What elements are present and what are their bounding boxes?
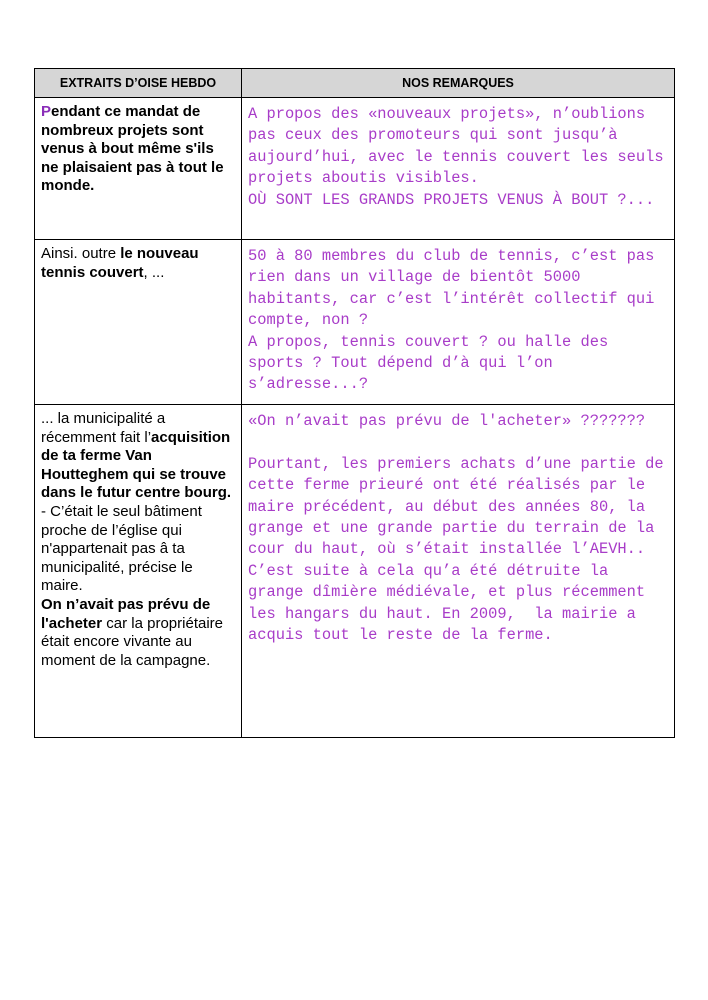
remark-cell: [242, 240, 675, 405]
remark-text: [242, 240, 674, 402]
extracts-table: [34, 68, 675, 738]
extract-text: [35, 405, 241, 676]
header-extracts: EXTRAITS D’OISE HEBDO: [35, 69, 242, 98]
extract-cell: [35, 240, 242, 405]
remark-line: cour du haut, où s’était installée l’AEVH..: [248, 540, 646, 559]
remark-line: C’est suite à cela qu’a été détruite la: [248, 561, 609, 580]
remark-line: aujourd’hui, avec le tennis couvert les seuls: [248, 147, 664, 166]
extract-bold: endant ce mandat de nombreux projets sont venus à bout même s'ils ne plaisaient pas à tout le monde.: [41, 103, 224, 195]
table-row: [35, 240, 675, 405]
remark-line: OÙ SONT LES GRANDS PROJETS VENUS À BOUT ?...: [248, 190, 655, 209]
remark-cell: [242, 98, 675, 240]
remark-line: s’adresse...?: [248, 375, 369, 394]
remark-line: A propos des «nouveaux projets», n’oublions: [248, 105, 646, 123]
remark-line: rien dans un village de bientôt 5000: [248, 268, 581, 287]
remark-line: projets aboutis visibles.: [248, 169, 479, 188]
remark-line: maire précédent, au début des années 80, la: [248, 497, 646, 516]
remark-line: 50 à 80 membres du club de tennis, c’est pas: [248, 247, 655, 265]
extract-cell: [35, 98, 242, 240]
extract-plain: Ainsi. outre: [41, 245, 121, 262]
extract-bold: le nouveau tennis couvert: [41, 245, 199, 281]
remark-text: [242, 98, 674, 217]
extract-bold: acquisition de ta ferme Van Houtteghem qui se trouve dans le futur centre bourg.: [41, 428, 232, 502]
remark-line: A propos, tennis couvert ? ou halle des: [248, 332, 609, 351]
remark-line: compte, non ?: [248, 311, 369, 330]
remark-cell: [242, 405, 675, 738]
remark-line: cette ferme prieuré ont été réalisés par le: [248, 476, 646, 495]
remark-line: sports ? Tout dépend d’à qui l’on: [248, 354, 553, 373]
remark-line: grange et une grande partie du terrain de la: [248, 519, 655, 538]
extract-plain: ... la municipalité a récemment fait l’: [41, 410, 166, 446]
remark-text: [242, 405, 674, 652]
remark-line: habitants, car c’est l’intérêt collectif qui: [248, 289, 655, 308]
remark-spacer: [248, 432, 670, 453]
table-row: [35, 405, 675, 738]
header-remarks: NOS REMARQUES: [242, 69, 675, 98]
extract-plain: car la propriétaire était encore vivante au moment de la campagne.: [41, 614, 223, 669]
extract-plain: , ...: [143, 263, 165, 281]
extract-text: [35, 240, 241, 288]
remark-line: grange dîmière médiévale, et plus récemment: [248, 583, 646, 602]
drop-letter: P: [41, 103, 52, 120]
extract-bold: On n’avait pas prévu de l'acheter: [41, 595, 211, 632]
remark-line: «On n’avait pas prévu de l'acheter» ???????: [248, 412, 646, 430]
table-row: [35, 98, 675, 240]
extract-plain: - C’était le seul bâtiment proche de l’église qui n'appartenait pas â ta municipalité, précise le maire.: [41, 502, 202, 595]
extract-cell: [35, 405, 242, 738]
remark-line: les hangars du haut. En 2009, la mairie a: [248, 604, 636, 623]
remark-line: Pourtant, les premiers achats d’une partie de: [248, 454, 664, 473]
remark-line: acquis tout le reste de la ferme.: [248, 626, 553, 645]
extract-text: [35, 98, 241, 202]
remark-line: pas ceux des promoteurs qui sont jusqu’à: [248, 126, 618, 145]
